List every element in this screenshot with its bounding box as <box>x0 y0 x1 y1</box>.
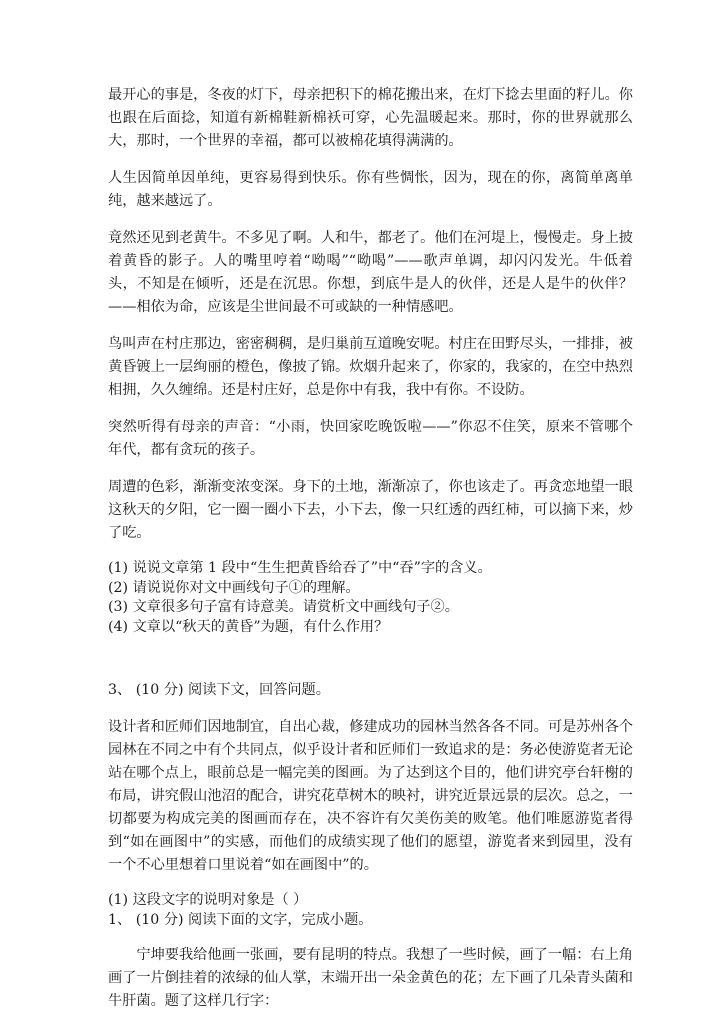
paragraph-sunset: 周遭的色彩，渐渐变浓变深。身下的土地，渐渐凉了，你也该走了。再贪恋地望一眼这秋天的夕阳，它一圈一圈小下去，小下去，像一只红透的西红柿，可以摘下来，炒了吃。 <box>108 479 633 541</box>
paragraph-simplicity: 人生因简单因单纯，更容易得到快乐。你有些惆怅，因为，现在的你，离简单离单纯，越来越远了。 <box>108 170 633 209</box>
paragraph-cotton: 最开心的事是，冬夜的灯下，母亲把积下的棉花搬出来，在灯下捻去里面的籽儿。你也跟在后面捻，知道有新棉鞋新棉袄可穿，心先温暖起来。那时，你的世界就那么大，那时，一个世界的幸福，都可以被棉花填得满满的。 <box>108 87 633 149</box>
question-4: (4) 文章以“秋天的黄昏”为题，有什么作用？ <box>108 618 389 635</box>
paragraph-village: 鸟叫声在村庄那边，密密稠稠，是归巢前互道晚安呢。村庄在田野尽头，一排排，被黄昏镀上一层绚丽的橙色，像披了锦。炊烟升起来了，你家的，我家的，在空中热烈相拥，久久缠绵。还是村庄好，总是你中有我，我中有你。不设防。 <box>108 336 633 398</box>
document-page <box>108 84 633 1013</box>
section-1-paragraph: 宁坤要我给他画一张画，要有昆明的特点。我想了一些时候，画了一幅：右上角画了一片倒挂着的浓绿的仙人掌，末端开出一朵金黄色的花；左下画了几朵青头菌和牛肝菌。题了这样几行字： <box>108 947 633 1009</box>
paragraph-mother-voice: 突然听得有母亲的声音：“小雨，快回家吃晚饭啦——”你忍不住笑，原来不管哪个年代，都有贪玩的孩子。 <box>108 419 633 458</box>
question-list-a <box>108 559 633 637</box>
question-3: (3) 文章很多句子富有诗意美。请赏析文中画线句子②。 <box>108 599 459 615</box>
question-1: (1) 说说文章第 1 段中“生生把黄昏给吞了”中“吞”字的含义。 <box>108 560 492 576</box>
paragraph-old-ox: 竟然还见到老黄牛。不多见了啊。人和牛，都老了。他们在河堤上，慢慢走。身上披着黄昏的影子。人的嘴里哼着“呦喝”“呦喝”——歌声单调，却闪闪发光。牛低着头，不知是在倾听，还是在沉思。你想，到底牛是人的伙伴，还是人是牛的伙伴？——相依为命，应该是尘世间最不可或缺的一种情感吧。 <box>108 230 633 315</box>
section-3-paragraph: 设计者和匠师们因地制宜，自出心裁，修建成功的园林当然各各不同。可是苏州各个园林在不同之中有个共同点，似乎设计者和匠师们一致追求的是：务必使游览者无论站在哪个点上，眼前总是一幅完美的图画。为了达到这个目的，他们讲究亭台轩榭的布局，讲究假山池沼的配合，讲究花草树木的映衬，讲究近景远景的层次。总之，一切都要为构成完美的图画而存在，决不容许有欠美伤美的败笔。他们唯愿游览者得到“如在画图中”的实感，而他们的成绩实现了他们的愿望，游览者来到园里，没有一个不心里想着口里说着“如在画图中”的。 <box>108 719 633 873</box>
section-1-heading: 1、 (10 分) 阅读下面的文字，完成小题。 <box>108 911 373 928</box>
section-3-question-1: (1) 这段文字的说明对象是（ ） <box>108 892 308 908</box>
question-2: (2) 请说说你对文中画线句子①的理解。 <box>108 579 360 596</box>
section-3-heading: 3、 (10 分) 阅读下文，回答问题。 <box>108 682 330 698</box>
